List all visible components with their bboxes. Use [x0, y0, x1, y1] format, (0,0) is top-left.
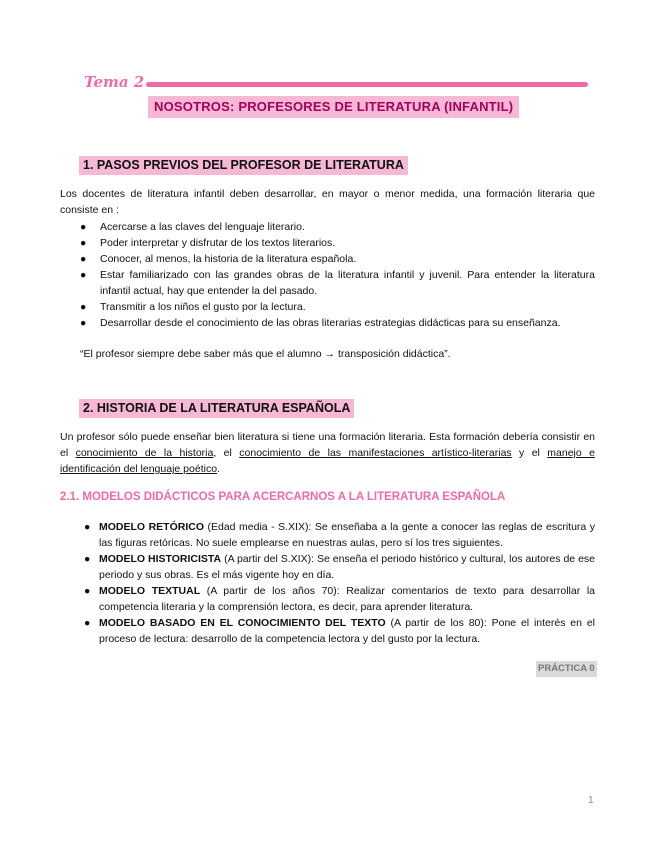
- list-item: ● MODELO HISTORICISTA (A partir del S.XIX): Se enseña el periodo histórico y cultural, los autores de ese periodo y sus obras. Es el más vigente hoy en día.: [84, 553, 595, 581]
- section-1-heading: 1. PASOS PREVIOS DEL PROFESOR DE LITERATURA: [79, 156, 408, 175]
- model-name: MODELO RETÓRICO: [99, 521, 204, 533]
- section-2-paragraph: Un profesor sólo puede enseñar bien literatura si tiene una formación literaria. Esta formación debería consistir en el conocimiento de la historia, el conocimiento de las manifestaciones artístico-literarias y el manejo e identificación del lenguaje poético.: [60, 431, 595, 475]
- underlined-phrase: conocimiento de las manifestaciones artístico-literarias: [239, 447, 512, 459]
- bullet-icon: ●: [84, 585, 91, 597]
- bullet-icon: ●: [80, 237, 87, 249]
- section-1-bullet-list: [60, 219, 595, 331]
- list-item: ● Conocer, al menos, la historia de la literatura española.: [80, 253, 357, 265]
- document-title: NOSOTROS: PROFESORES DE LITERATURA (INFANTIL): [148, 96, 519, 118]
- bullet-icon: ●: [80, 301, 87, 313]
- section-1-intro: Los docentes de literatura infantil deben desarrollar, en mayor o menor medida, una formación literaria que consiste en :: [60, 188, 595, 216]
- list-item: ● Transmitir a los niños el gusto por la lectura.: [80, 301, 306, 313]
- tema-label: Tema 2: [84, 73, 145, 91]
- list-item: ● MODELO BASADO EN EL CONOCIMIENTO DEL TEXTO (A partir de los 80): Pone el interés en el proceso de lectura: desarrollo de la competencia lectora y del gusto por la lectura.: [84, 617, 595, 645]
- list-item: ● Acercarse a las claves del lenguaje literario.: [80, 221, 305, 233]
- models-list: [60, 519, 595, 647]
- list-item: ● MODELO RETÓRICO (Edad media - S.XIX): Se enseñaba a la gente a conocer las reglas de escritura y las figuras retóricas. No suele emplearse en nuestras aulas, pero sí los tres siguientes.: [84, 521, 595, 549]
- bullet-icon: ●: [80, 269, 87, 281]
- section-1-quote: “El profesor siempre debe saber más que el alumno → transposición didáctica”.: [80, 348, 451, 360]
- section-2-1-heading: 2.1. MODELOS DIDÁCTICOS PARA ACERCARNOS A LA LITERATURA ESPAÑOLA: [60, 491, 506, 503]
- underlined-phrase: conocimiento de la historia: [75, 447, 214, 459]
- bullet-icon: ●: [84, 521, 91, 533]
- bullet-icon: ●: [80, 253, 87, 265]
- model-name: MODELO TEXTUAL: [99, 585, 201, 597]
- list-item: ● Poder interpretar y disfrutar de los textos literarios.: [80, 237, 336, 249]
- section-2-heading: 2. HISTORIA DE LA LITERATURA ESPAÑOLA: [79, 399, 354, 418]
- list-item: ● Desarrollar desde el conocimiento de las obras literarias estrategias didácticas para su enseñanza.: [80, 317, 561, 329]
- bullet-icon: ●: [80, 221, 87, 233]
- underlined-phrase: manejo e identificación del lenguaje poético: [60, 447, 595, 475]
- practica-label: PRÁCTICA 0: [536, 661, 597, 677]
- header-rule: [146, 82, 588, 87]
- model-name: MODELO BASADO EN EL CONOCIMIENTO DEL TEXTO: [99, 617, 386, 629]
- bullet-icon: ●: [80, 317, 87, 329]
- list-item: ● Estar familiarizado con las grandes obras de la literatura infantil y juvenil. Para entender la literatura infantil actual, hay que entender la del pasado.: [80, 269, 595, 297]
- bullet-icon: ●: [84, 553, 91, 565]
- bullet-icon: ●: [84, 617, 91, 629]
- list-item: ● MODELO TEXTUAL (A partir de los años 70): Realizar comentarios de texto para desarrollar la competencia literaria y la comprensión lectora, es decir, para aprender literatura.: [84, 585, 595, 613]
- model-name: MODELO HISTORICISTA: [99, 553, 222, 565]
- page-number: 1: [588, 795, 594, 806]
